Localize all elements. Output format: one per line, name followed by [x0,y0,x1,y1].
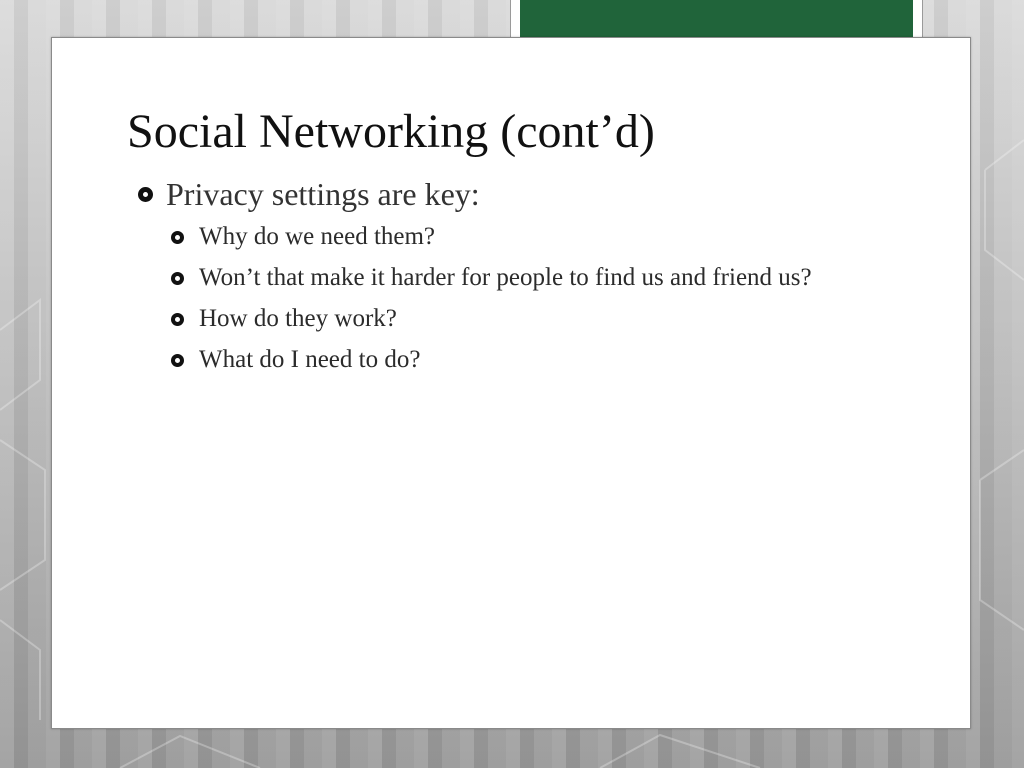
sub-bullet-text: Why do we need them? [199,223,436,250]
hollow-circle-bullet-icon [171,313,184,326]
hollow-circle-bullet-icon [138,187,153,202]
bullet-item-level1 [133,174,853,214]
hollow-circle-bullet-icon [171,231,184,244]
bullet-text: Privacy settings are key: [166,176,480,212]
sub-bullet-item [133,302,853,335]
hollow-circle-bullet-icon [171,354,184,367]
sub-bullet-text: Won’t that make it harder for people to find us and friend us? [199,264,812,291]
sub-bullet-text: What do I need to do? [199,346,421,373]
sub-bullet-item [133,261,853,294]
hollow-circle-bullet-icon [171,272,184,285]
sub-bullet-list [133,220,853,376]
sub-bullet-item [133,220,853,253]
slide-title: Social Networking (cont’d) [127,105,655,158]
sub-bullet-item [133,343,853,376]
sub-bullet-text: How do they work? [199,305,397,332]
slide-content [133,174,853,384]
